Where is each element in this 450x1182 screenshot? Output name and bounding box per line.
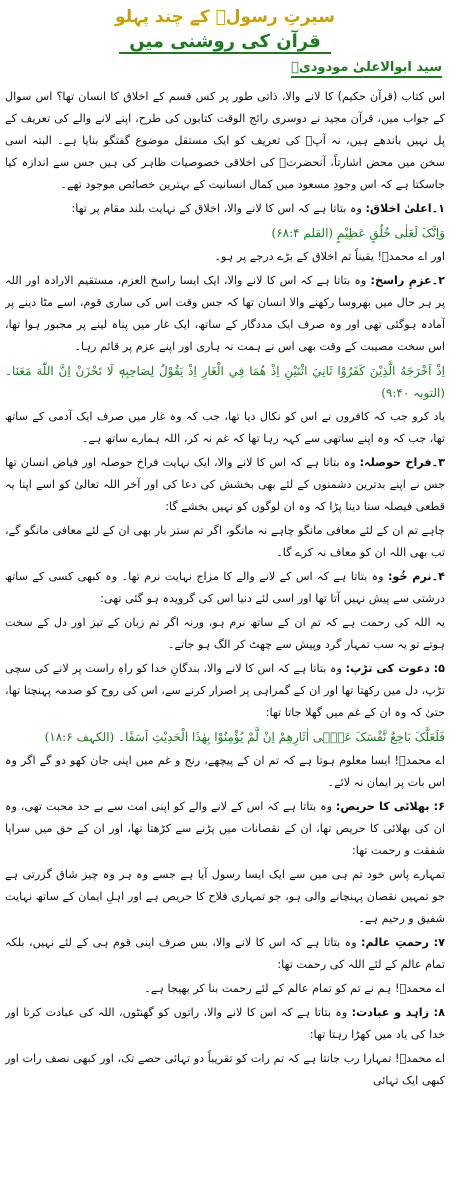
- section-heading: ۸: زاہد و عبادت:: [351, 1006, 445, 1019]
- section-heading: ۲۔عزمِ راسخ:: [370, 274, 445, 287]
- quran-verse: اِذْ اَخْرَجَهُ الَّذِيْنَ كَفَرُوْا ثَانِيَ اثْنَيْنِ اِذْ هُمَا فِي الْغَارِ اِذْ يَقُوْلُ لِصَاحِبِهٖ لَا تَحْزَنْ اِنَّ اللّٰهَ مَعَنَا۔ (التوبہ ۹:۴۰): [5, 364, 445, 400]
- section-heading: ۵: دعوت کی تڑپ:: [345, 662, 445, 675]
- verse-translation: تمہارے پاس خود تم ہی میں سے ایک ایسا رسول آیا ہے جسے وہ ہر وہ چیز شاق گزرتی ہے جو تمہیں نقصان پہنچانے والی ہو، جو تمہاری فلاح کا حریص ہے اور اہلِ ایمان کے ساتھ نہایت شفیق و رحیم ہے۔: [5, 868, 445, 925]
- section-text: وہ بتاتا ہے کہ اس کا لانے والا، ایک ایسا راسخ العزم، مستقیم الارادہ اور اللہ پر ہر حال میں بھروسا رکھنے والا انسان تھا کہ جس وقت اس کی ساری قوم، اسے مٹا دینے پر آمادہ ہوگئی تھی اور وہ صرف ایک مددگار کے ساتھ، ایک غار میں پناہ لینے پر مجبور ہوا تھا، اس سخت مصیبت کے وقت بھی اس نے ہمت نہ ہاری اور اپنے عزم پر قائم رہا۔: [5, 274, 445, 353]
- intro-paragraph: اس کتاب (قرآن حکیم) کا لانے والا، ذاتی طور پر کس قسم کے اخلاق کا انسان تھا؟ اس سوال کے جواب میں، قرآن مجید نے دوسری رائج الوقت کتابوں کی طرح، اپنے لانے والے کی تعریف کے پل نہیں باندھے ہیں، نہ آپؐ کی تعریف کو ایک مستقل موضوع گفتگو بنایا ہے۔ البتہ اسی سخن میں محض اشارتاً، آنحضرتؐ کی اخلاقی خصوصیات ظاہر کی ہیں جس سے اندازہ کیا جاسکتا ہے کہ اس وجودِ مسعود میں کمال انسانیت کے بہترین خصائص موجود تھے۔: [5, 90, 445, 191]
- verse-translation: اور اے محمدؐ! یقیناً تم اخلاق کے بڑے درجے پر ہو۔: [214, 250, 445, 263]
- section-paragraph: [5, 658, 445, 724]
- section-heading: ۶: بھلائی کا حریص:: [335, 800, 445, 813]
- section-paragraph: [5, 198, 445, 220]
- section-paragraph: [5, 932, 445, 976]
- article-header: [0, 0, 450, 54]
- verse-translation: چاہے تم ان کے لئے معافی مانگو چاہے نہ مانگو، اگر تم ستر بار بھی ان کے لئے معافی مانگو گے، تب بھی اللہ ان کو معاف نہ کرے گا۔: [5, 524, 445, 559]
- article-subtitle-text: قرآن کی روشنی میں: [119, 31, 331, 54]
- section-heading: ۱۔اعلیٰ اخلاق:: [365, 202, 445, 215]
- sections-list: [5, 198, 445, 1092]
- section-paragraph: [5, 452, 445, 518]
- section-heading: ۳۔فراخ حوصلہ:: [359, 456, 445, 469]
- verse-translation: اے محمدؐ! ایسا معلوم ہوتا ہے کہ تم ان کے پیچھے، رنج و غم میں اپنی جان کھو دو گے اگر وہ اس بات پر ایمان نہ لائے۔: [5, 754, 445, 789]
- author-name-text: سید ابوالاعلیٰ مودودیؒ: [291, 60, 442, 78]
- section-paragraph: [5, 1002, 445, 1046]
- article-body: [5, 86, 445, 1180]
- section-text: وہ بتاتا ہے کہ اس کے لانے والے کا مزاج نہایت نرم تھا۔ وہ کبھی کسی کے ساتھ درشتی سے پیش نہیں آتا تھا اور اسی لئے دنیا اس کی گرویدہ ہو گئی تھی:: [5, 570, 445, 605]
- verse-translation: اے محمدؐ! ہم نے تم کو تمام عالم کے لئے رحمت بنا کر بھیجا ہے۔: [144, 982, 445, 995]
- quran-verse: فَلَعَلَّکَ بَاخِعٌ نَّفْسَکَ عَلٰۤی اٰثَارِهِمْ اِنْ لَّمْ یُؤْمِنُوْا بِهٰذَا الْحَدِیْثِ اَسَفًا۔ (الکہف ۱۸:۶): [44, 730, 445, 744]
- section-paragraph: [5, 270, 445, 358]
- section-text: وہ بتاتا ہے کہ اس کا لانے والا، اخلاق کے نہایت بلند مقام پر تھا:: [71, 202, 366, 215]
- section-heading: ۴۔نرم خُو:: [387, 570, 445, 583]
- section-text: وہ بتاتا ہے کہ اس کے لانے والے کو اپنی امت سے بے حد محبت تھی، وہ ان کی بھلائی کا حریص تھا، ان کے نقصانات میں پڑنے سے کڑھتا تھا، اور ان کے حق میں سراپا شفقت و رحمت تھا:: [5, 800, 445, 857]
- section-paragraph: [5, 796, 445, 862]
- verse-translation: یہ اللہ کی رحمت ہے کہ تم ان کے ساتھ نرم ہو، ورنہ اگر تم زبان کے تیز اور دل کے سخت ہوتے تو یہ سب تمہار گرد وپیش سے چھٹ کر الگ ہو جاتے۔: [5, 616, 445, 651]
- section-text: وہ بتاتا ہے کہ اس کا لانے والا، راتوں کو گھنٹوں، اللہ کی عبادت کرتا اور خدا کی یاد میں کھڑا رہتا تھا:: [5, 1006, 445, 1041]
- verse-translation: اے محمدؐ! تمہارا رب جانتا ہے کہ تم رات کو تقریباً دو تہائی حصے تک، اور کبھی نصف رات اور کبھی ایک تہائی: [5, 1052, 445, 1087]
- section-text: وہ بتاتا ہے کہ اس کا لانے والا، بس صرف اپنی قوم ہی کے لئے نہیں، بلکہ تمام عالم کے لئے اللہ کی رحمت تھا:: [5, 936, 445, 971]
- author-name: [8, 60, 442, 82]
- section-paragraph: [5, 566, 445, 610]
- section-heading: ۷: رحمتِ عالم:: [361, 936, 445, 949]
- quran-verse: وَاِنَّکَ لَعَلٰی خُلُقٍ عَظِیْمٍ (القلم ۶۸:۴): [271, 226, 445, 240]
- section-text: وہ بتاتا ہے کہ اس کا لانے والا، بندگانِ خدا کو راہِ راست پر لانے کی سچی تڑپ، دل میں رکھتا تھا اور ان کے گمراہی پر اصرار کرنے سے، اس کی روح کو صدمہ پہنچتا تھا، حتیٰ کہ وہ ان کے غم میں گھلا جاتا تھا:: [5, 662, 445, 719]
- article-title: سیرتِ رسولؐ کے چند پہلو: [115, 7, 335, 27]
- verse-translation: یاد کرو جب کہ کافروں نے اس کو نکال دیا تھا، جب کہ وہ غار میں صرف ایک آدمی کے ساتھ تھا، جب کہ وہ اپنے ساتھی سے کہہ رہا تھا کہ غم نہ کر، اللہ ہمارے ساتھ ہے۔: [5, 410, 445, 445]
- article-subtitle: [0, 30, 450, 54]
- section-text: وہ بتاتا ہے کہ اس کا لانے والا، ایک نہایت فراخ حوصلہ اور فیاض انسان تھا جس نے اپنے بدترین دشمنوں کے لئے بھی بخشش کی دعا کی اور آخر اللہ تعالیٰ کو اسے اپنا یہ قطعی فیصلہ سنا دینا پڑا کہ وہ ان لوگوں کو نہیں بخشے گا:: [5, 456, 445, 513]
